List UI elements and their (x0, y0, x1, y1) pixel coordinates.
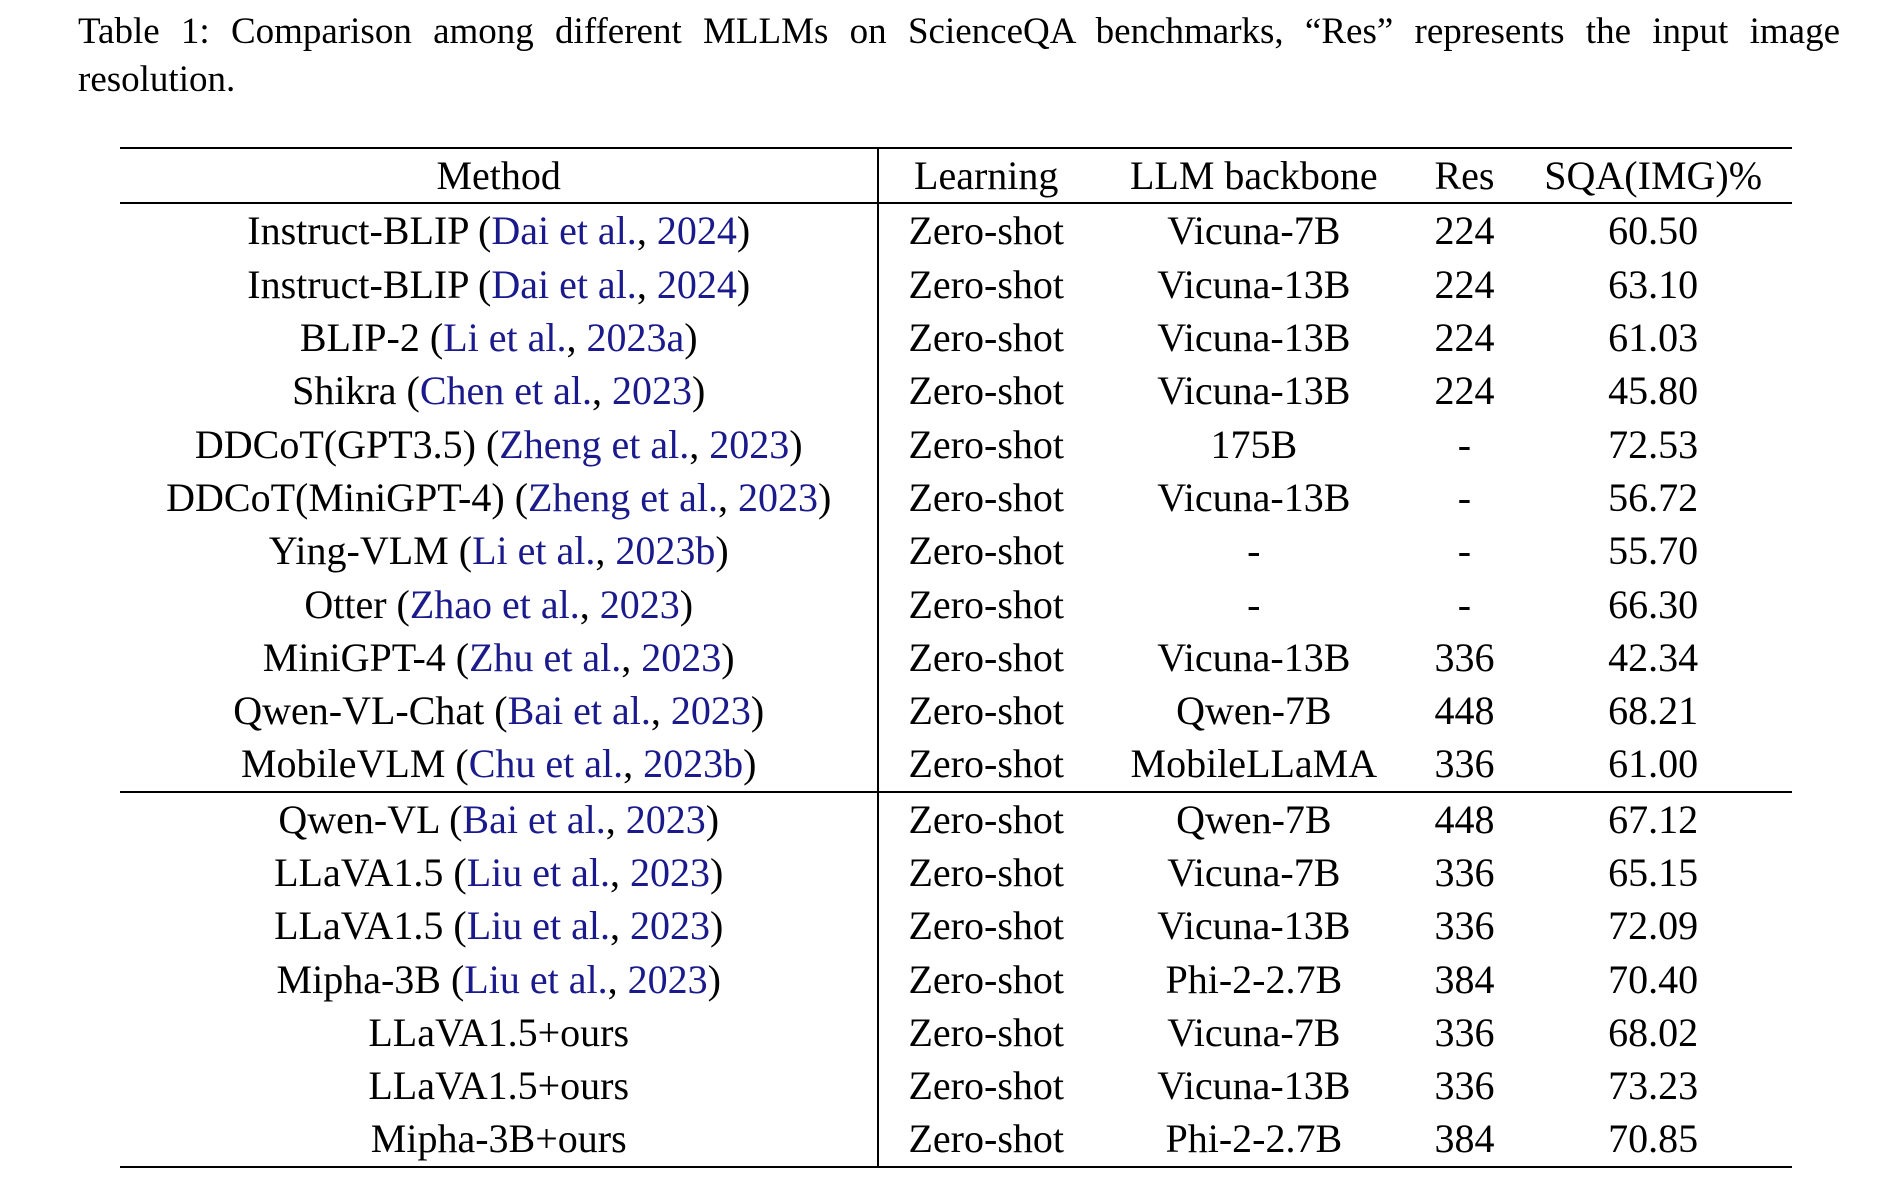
learning-cell: Zero-shot (908, 261, 1064, 307)
res-cell: 336 (1434, 634, 1495, 680)
method-name: BLIP-2 (299, 315, 420, 361)
method-name: Otter (304, 581, 387, 627)
res-cell: 224 (1434, 261, 1495, 307)
llm-backbone-cell: Vicuna-13B (1157, 634, 1351, 680)
sqa-cell: 66.30 (1608, 581, 1699, 627)
citation-author-link: Liu et al. (464, 956, 608, 1002)
method-name: Mipha-3B+ours (370, 1116, 627, 1162)
citation-year-link: 2023b (615, 528, 716, 574)
llm-backbone-cell: - (1247, 528, 1261, 574)
method-name: Ying-VLM (268, 528, 449, 574)
method-cell: MobileVLM (Chu et al., 2023b) (120, 737, 878, 791)
method-name: MiniGPT-4 (262, 634, 446, 680)
sqa-cell: 72.09 (1608, 903, 1699, 949)
method-cell: Shikra (Chen et al., 2023) (120, 364, 878, 417)
learning-cell: Zero-shot (908, 208, 1064, 254)
table-row (120, 364, 1792, 417)
citation-author-link: Chen et al. (419, 368, 593, 414)
table-row (120, 417, 1792, 470)
sqa-cell: 68.21 (1608, 688, 1699, 734)
citation-author-link: Li et al. (472, 528, 596, 574)
llm-backbone-cell: Vicuna-13B (1157, 368, 1351, 414)
header-res: Res (1434, 153, 1495, 199)
learning-cell: Zero-shot (908, 1116, 1064, 1162)
method-cell: Instruct-BLIP (Dai et al., 2024) (120, 203, 878, 257)
table-row (120, 524, 1792, 577)
res-cell: 224 (1434, 208, 1495, 254)
method-name: LLaVA1.5 (274, 903, 444, 949)
learning-cell: Zero-shot (908, 903, 1064, 949)
sqa-cell: 60.50 (1608, 208, 1699, 254)
method-cell: Ying-VLM (Li et al., 2023b) (120, 524, 878, 577)
citation-author-link: Zheng et al. (528, 474, 718, 520)
table-row (120, 684, 1792, 737)
citation-author-link: Chu et al. (468, 741, 624, 787)
method-name: LLaVA1.5+ours (368, 1009, 630, 1055)
citation-year-link: 2023 (627, 956, 708, 1002)
sqa-cell: 63.10 (1608, 261, 1699, 307)
sqa-cell: 65.15 (1608, 850, 1699, 895)
citation-author-link: Zhao et al. (409, 581, 580, 627)
citation-year-link: 2023 (709, 421, 790, 467)
res-cell: 384 (1434, 956, 1495, 1002)
citation-author-link: Liu et al. (466, 903, 610, 949)
res-cell: 224 (1434, 315, 1495, 361)
method-name: LLaVA1.5+ours (368, 1063, 630, 1109)
res-cell: 336 (1434, 903, 1495, 949)
method-cell: DDCoT(MiniGPT-4) (Zheng et al., 2023) (120, 471, 878, 524)
sqa-cell: 61.00 (1608, 741, 1699, 787)
citation-author-link: Zhu et al. (469, 634, 622, 680)
citation-year-link: 2023 (629, 850, 710, 895)
citation-year-link: 2023 (599, 581, 680, 627)
comparison-table (120, 147, 1792, 1168)
citation-author-link: Bai et al. (507, 688, 651, 734)
table-header-row (120, 148, 1792, 203)
learning-cell: Zero-shot (908, 956, 1064, 1002)
learning-cell: Zero-shot (908, 741, 1064, 787)
sqa-cell: 72.53 (1608, 421, 1699, 467)
res-cell: 336 (1434, 1009, 1495, 1055)
res-cell: 448 (1434, 688, 1495, 734)
header-llm-backbone: LLM backbone (1129, 153, 1378, 199)
method-cell: Instruct-BLIP (Dai et al., 2024) (120, 258, 878, 311)
learning-cell: Zero-shot (908, 528, 1064, 574)
llm-backbone-cell: MobileLLaMA (1130, 741, 1378, 787)
learning-cell: Zero-shot (908, 688, 1064, 734)
citation-author-link: Dai et al. (491, 208, 637, 254)
llm-backbone-cell: - (1247, 581, 1261, 627)
method-name: Mipha-3B (276, 956, 441, 1002)
table-row (120, 258, 1792, 311)
method-name: LLaVA1.5 (274, 850, 444, 895)
citation-year-link: 2023 (670, 688, 751, 734)
sqa-cell: 61.03 (1608, 315, 1699, 361)
res-cell: - (1457, 421, 1472, 467)
res-cell: 384 (1434, 1116, 1495, 1162)
method-name: DDCoT(GPT3.5) (194, 421, 476, 467)
llm-backbone-cell: Vicuna-13B (1157, 474, 1351, 520)
method-cell: Otter (Zhao et al., 2023) (120, 577, 878, 630)
sqa-cell: 45.80 (1608, 368, 1699, 414)
method-name: Qwen-VL (278, 796, 440, 842)
llm-backbone-cell: Vicuna-13B (1157, 315, 1351, 361)
sqa-cell: 67.12 (1608, 796, 1699, 842)
learning-cell: Zero-shot (908, 796, 1064, 842)
citation-year-link: 2024 (656, 261, 737, 307)
llm-backbone-cell: Vicuna-13B (1157, 261, 1351, 307)
learning-cell: Zero-shot (908, 581, 1064, 627)
citation-author-link: Li et al. (443, 315, 567, 361)
table-row (120, 1006, 1792, 1059)
llm-backbone-cell: Qwen-7B (1176, 688, 1332, 734)
learning-cell: Zero-shot (908, 315, 1064, 361)
sqa-cell: 42.34 (1608, 634, 1699, 680)
table-row (120, 203, 1792, 257)
header-learning: Learning (914, 153, 1059, 199)
res-cell: - (1457, 528, 1472, 574)
table-group-baselines (120, 203, 1792, 791)
res-cell: 224 (1434, 368, 1495, 414)
citation-year-link: 2023 (641, 634, 722, 680)
llm-backbone-cell: Vicuna-7B (1167, 850, 1341, 895)
llm-backbone-cell: Vicuna-13B (1157, 903, 1351, 949)
res-cell: - (1457, 474, 1472, 520)
table-row (120, 577, 1792, 630)
method-name: Shikra (292, 368, 397, 414)
table-row (120, 1059, 1792, 1112)
table-row (120, 471, 1792, 524)
table-group-ours (120, 792, 1792, 1167)
method-name: Qwen-VL-Chat (233, 688, 485, 734)
method-name: MobileVLM (240, 741, 446, 787)
method-name: Instruct-BLIP (247, 208, 468, 254)
method-name: DDCoT(MiniGPT-4) (166, 474, 505, 520)
table-row (120, 846, 1792, 899)
table-row (120, 1112, 1792, 1166)
learning-cell: Zero-shot (908, 1063, 1064, 1109)
method-cell: Qwen-VL-Chat (Bai et al., 2023) (120, 684, 878, 737)
method-cell: Mipha-3B (Liu et al., 2023) (120, 952, 878, 1005)
method-cell: LLaVA1.5 (Liu et al., 2023) (120, 899, 878, 952)
sqa-cell: 73.23 (1608, 1063, 1699, 1109)
llm-backbone-cell: Vicuna-7B (1167, 1009, 1341, 1055)
method-cell: BLIP-2 (Li et al., 2023a) (120, 311, 878, 364)
sqa-cell: 56.72 (1608, 474, 1699, 520)
llm-backbone-cell: Phi-2-2.7B (1165, 956, 1343, 1002)
citation-author-link: Dai et al. (491, 261, 637, 307)
method-name: Instruct-BLIP (247, 261, 468, 307)
learning-cell: Zero-shot (908, 421, 1064, 467)
table-caption: Table 1: Comparison among different MLLMs on ScienceQA benchmarks, “Res” represents the input image resolution. (78, 11, 1840, 100)
method-cell: Qwen-VL (Bai et al., 2023) (120, 792, 878, 846)
header-method: Method (120, 148, 878, 203)
table-row (120, 792, 1792, 846)
learning-cell: Zero-shot (908, 1009, 1064, 1055)
citation-year-link: 2023 (737, 474, 818, 520)
citation-year-link: 2023 (625, 796, 706, 842)
method-cell: DDCoT(GPT3.5) (Zheng et al., 2023) (120, 417, 878, 470)
method-cell (120, 1006, 878, 1059)
learning-cell: Zero-shot (908, 368, 1064, 414)
table-row (120, 899, 1792, 952)
table-row (120, 631, 1792, 684)
res-cell: 336 (1434, 850, 1495, 895)
method-cell: LLaVA1.5 (Liu et al., 2023) (120, 846, 878, 899)
res-cell: - (1457, 581, 1472, 627)
citation-year-link: 2023 (629, 903, 710, 949)
learning-cell: Zero-shot (908, 474, 1064, 520)
citation-year-link: 2024 (656, 208, 737, 254)
sqa-cell: 70.85 (1608, 1116, 1699, 1162)
llm-backbone-cell: Vicuna-13B (1157, 1063, 1351, 1109)
sqa-cell: 70.40 (1608, 956, 1699, 1002)
header-sqa: SQA(IMG)% (1544, 153, 1763, 199)
method-cell: MiniGPT-4 (Zhu et al., 2023) (120, 631, 878, 684)
method-cell (120, 1059, 878, 1112)
table-row (120, 952, 1792, 1005)
citation-author-link: Liu et al. (466, 850, 610, 895)
learning-cell: Zero-shot (908, 850, 1064, 895)
citation-author-link: Zheng et al. (499, 421, 690, 467)
res-cell: 336 (1434, 741, 1495, 787)
llm-backbone-cell: Qwen-7B (1176, 796, 1332, 842)
llm-backbone-cell: 175B (1210, 421, 1298, 467)
sqa-cell: 55.70 (1608, 528, 1699, 574)
citation-year-link: 2023a (586, 315, 685, 361)
citation-year-link: 2023b (643, 741, 744, 787)
sqa-cell: 68.02 (1608, 1009, 1699, 1055)
citation-author-link: Bai et al. (462, 796, 606, 842)
llm-backbone-cell: Vicuna-7B (1167, 208, 1341, 254)
llm-backbone-cell: Phi-2-2.7B (1165, 1116, 1343, 1162)
method-cell (120, 1112, 878, 1166)
res-cell: 336 (1434, 1063, 1495, 1109)
table-row (120, 311, 1792, 364)
learning-cell: Zero-shot (908, 634, 1064, 680)
table-row (120, 737, 1792, 791)
res-cell: 448 (1434, 796, 1495, 842)
citation-year-link: 2023 (612, 368, 693, 414)
